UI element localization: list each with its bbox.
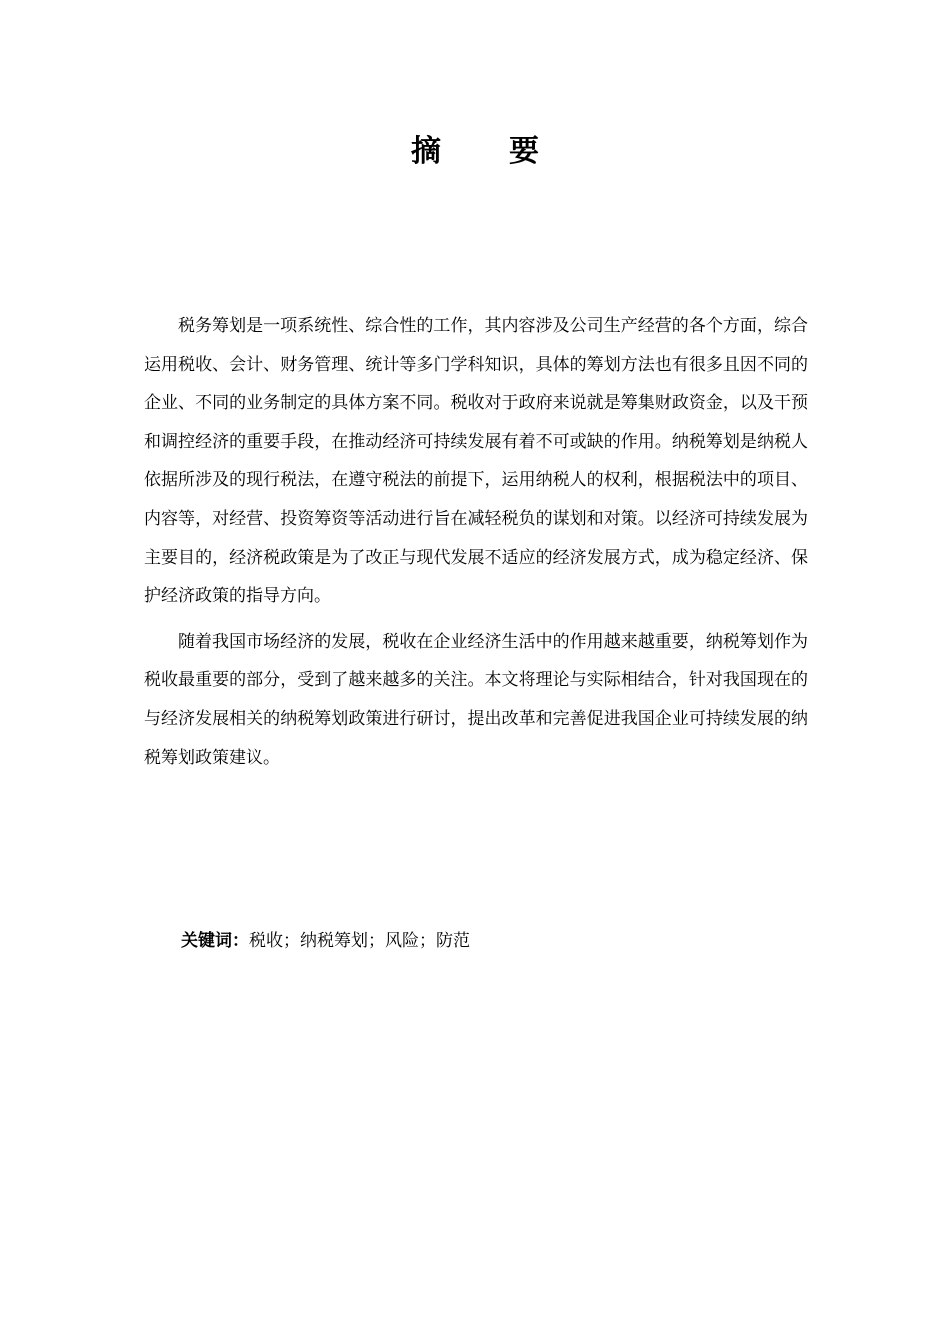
abstract-title <box>0 132 950 172</box>
abstract-paragraph-1: 税务筹划是一项系统性、综合性的工作，其内容涉及公司生产经营的各个方面，综合运用税收、会计、财务管理、统计等多门学科知识，具体的筹划方法也有很多且因不同的企业、不同的业务制定的具体方案不同。税收对于政府来说就是筹集财政资金，以及干预和调控经济的重要手段，在推动经济可持续发展有着不可或缺的作用。纳税筹划是纳税人依据所涉及的现行税法，在遵守税法的前提下，运用纳税人的权利，根据税法中的项目、内容等，对经营、投资筹资等活动进行旨在减轻税负的谋划和对策。以经济可持续发展为主要目的，经济税政策是为了改正与现代发展不适应的经济发展方式，成为稳定经济、保护经济政策的指导方向。 <box>144 316 808 607</box>
keywords-label: 关键词： <box>181 931 249 951</box>
abstract-paragraph-2: 随着我国市场经济的发展，税收在企业经济生活中的作用越来越重要，纳税筹划作为税收最重要的部分，受到了越来越多的关注。本文将理论与实际相结合，针对我国现在的与经济发展相关的纳税筹划政策进行研讨，提出改革和完善促进我国企业可持续发展的纳税筹划政策建议。 <box>144 631 808 768</box>
keywords-value: 税收；纳税筹划；风险；防范 <box>249 931 470 951</box>
title-char-1: 摘 <box>411 134 441 169</box>
keywords-line <box>181 926 470 956</box>
title-char-2: 要 <box>509 134 539 169</box>
abstract-body <box>144 307 808 777</box>
